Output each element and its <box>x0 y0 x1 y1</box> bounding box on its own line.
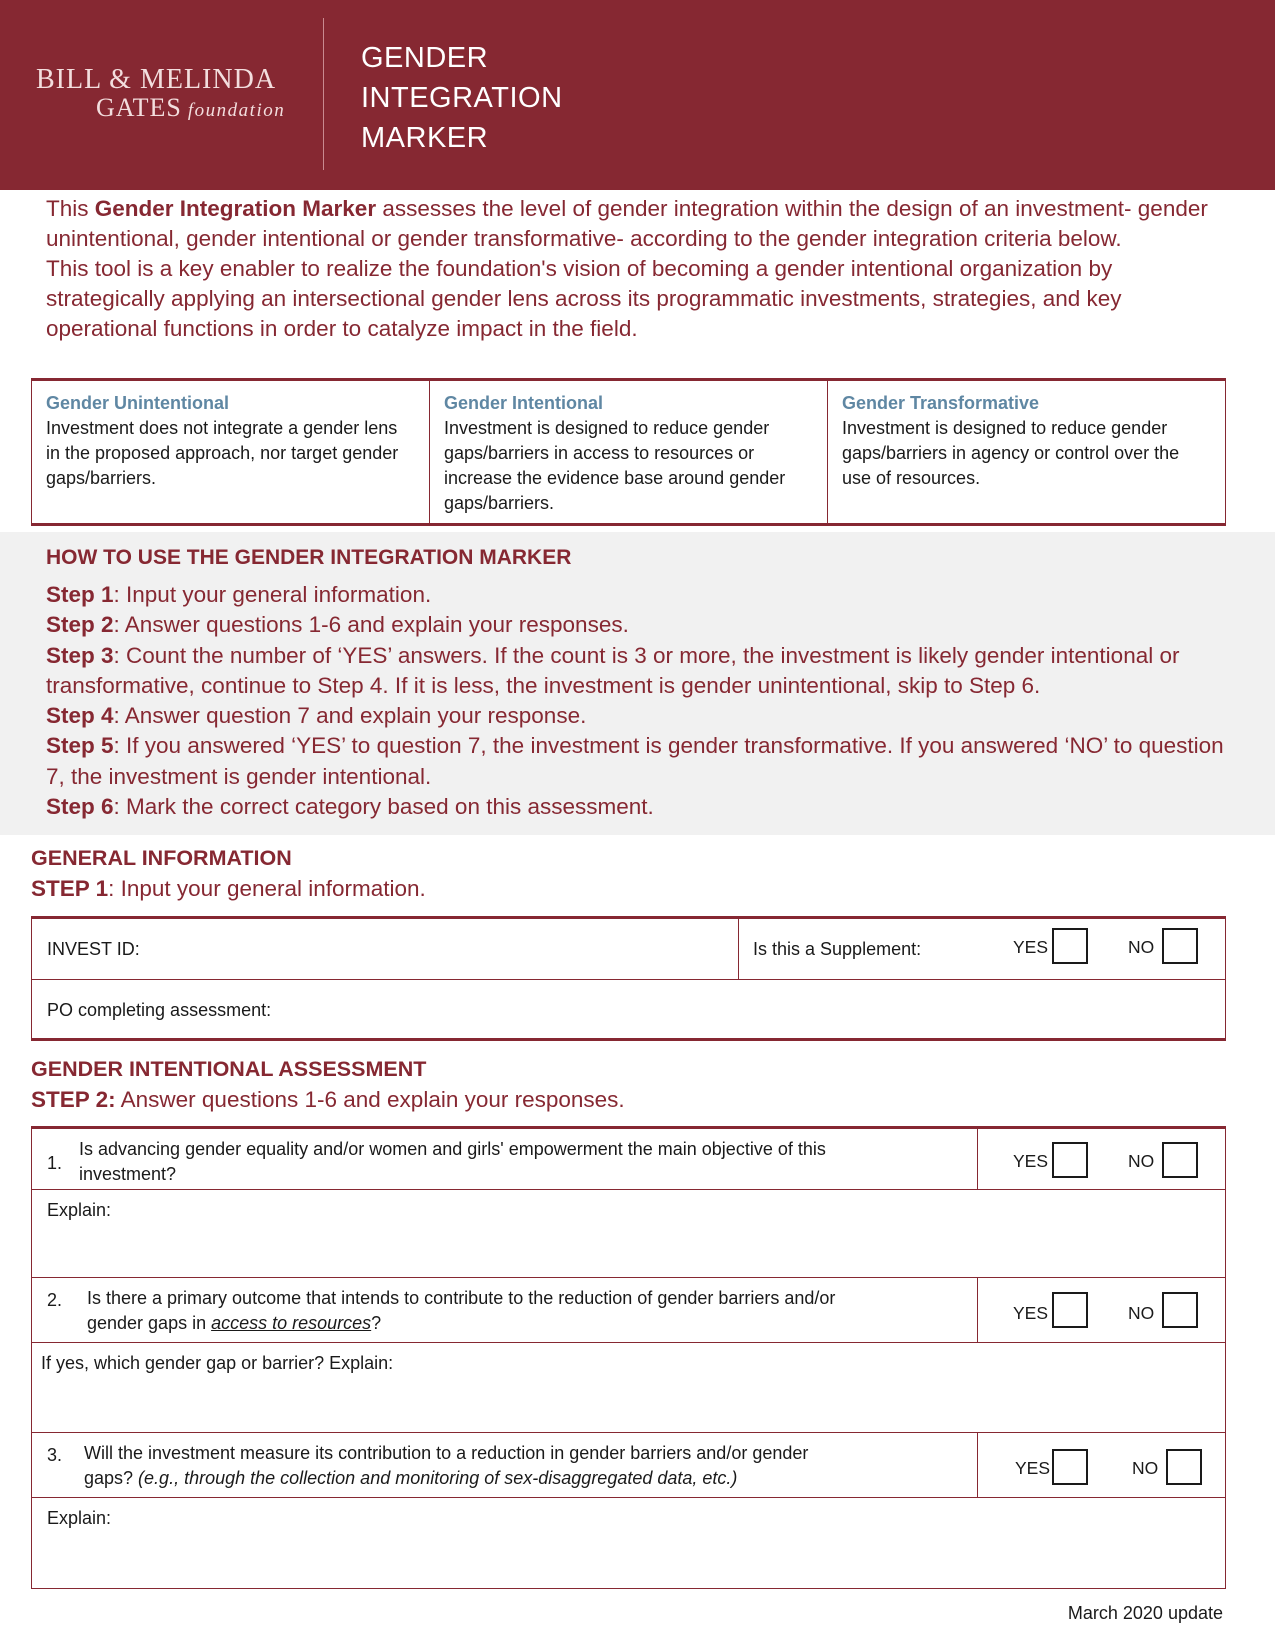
assessment-step: STEP 2: Answer questions 1-6 and explain your responses. <box>31 1087 625 1112</box>
how-to-section <box>0 532 1275 835</box>
q1-no-checkbox[interactable] <box>1162 1142 1198 1178</box>
explain-row-2[interactable] <box>32 1343 1225 1433</box>
general-info-row <box>32 919 1225 980</box>
question-2-text: Is there a primary outcome that intends to contribute to the reduction of gender barriers and/or gender gaps in access to resources? <box>87 1288 836 1333</box>
q2-no-checkbox[interactable] <box>1162 1292 1198 1328</box>
how-to-title: HOW TO USE THE GENDER INTEGRATION MARKER <box>46 546 572 569</box>
supplement-no-label: NO <box>1128 937 1155 957</box>
q3-yes-checkbox[interactable] <box>1052 1449 1088 1485</box>
question-row-2: 2. Is there a primary outcome that intends to contribute to the reduction of gender barriers and/or gender gaps in access to resources? YES NO <box>32 1278 1225 1343</box>
supplement-label: Is this a Supplement: <box>753 939 922 959</box>
step-5: Step 5: If you answered ‘YES’ to question 7, the investment is gender transformative. If you answered ‘NO’ to question 7, the investment is gender intentional. <box>46 733 1224 789</box>
intro-text <box>46 194 1231 344</box>
q1-explain-label: Explain: <box>47 1200 112 1220</box>
explain-row-1[interactable] <box>32 1190 1225 1278</box>
category-unintentional: Gender Unintentional Investment does not integrate a gender lens in the proposed approach, nor target gender gaps/barriers. <box>46 393 399 488</box>
header-divider <box>323 18 324 170</box>
intro-paragraph-2: This tool is a key enabler to realize the foundation's vision of becoming a gender intentional organization by strategically applying an intersectional gender lens across its programmatic investments, strategies, and key operational functions in order to catalyze impact in the field. <box>46 256 1122 341</box>
footer-date: March 2020 update <box>1067 1603 1223 1623</box>
step-6: Step 6: Mark the correct category based on this assessment. <box>46 794 654 820</box>
category-transformative: Gender Transformative Investment is designed to reduce gender gaps/barriers in agency or control over the use of resources. <box>827 381 1225 523</box>
access-to-resources-term: access to resources <box>211 1313 372 1333</box>
step-2: Step 2: Answer questions 1-6 and explain your responses. <box>46 612 629 638</box>
intro-paragraph-1: This Gender Integration Marker assesses the level of gender integration within the design of an investment- gender unintentional, gender intentional or gender transformative- according to the gender integration criteria below. <box>46 196 1208 251</box>
supplement-yes-checkbox[interactable] <box>1052 928 1088 964</box>
q3-no-checkbox[interactable] <box>1166 1449 1202 1485</box>
general-info-table <box>31 916 1226 1041</box>
q2-explain-label: If yes, which gender gap or barrier? Explain: <box>41 1353 394 1373</box>
explain-row-3[interactable] <box>32 1498 1225 1589</box>
q1-yes-checkbox[interactable] <box>1052 1142 1088 1178</box>
supplement-no-checkbox[interactable] <box>1162 928 1198 964</box>
foundation-logo: BILL & MELINDA GATES foundation <box>36 64 286 122</box>
page-title: GENDER INTEGRATION MARKER <box>361 42 563 154</box>
question-row-3: 3. Will the investment measure its contribution to a reduction in gender barriers and/or gender gaps? (e.g., through the collection and monitoring of sex-disaggregated data, etc.) YES NO <box>32 1433 1225 1498</box>
invest-id-field[interactable]: INVEST ID: <box>47 939 140 959</box>
po-completing-field[interactable]: PO completing assessment: <box>47 1000 272 1020</box>
general-info-step: STEP 1: Input your general information. <box>31 876 426 901</box>
q3-explain-label: Explain: <box>47 1508 112 1528</box>
question-3-text: Will the investment measure its contribution to a reduction in gender barriers and/or gender gaps? (e.g., through the collection and monitoring of sex-disaggregated data, etc.) <box>84 1443 809 1488</box>
step-3: Step 3: Count the number of ‘YES’ answers. If the count is 3 or more, the investment is likely gender intentional or transformative, continue to Step 4. If it is less, the investment is gender unintentional, skip to Step 6. <box>46 642 1180 698</box>
category-intentional: Gender Intentional Investment is designed to reduce gender gaps/barriers in access to resources or increase the evidence base around gender gaps/barriers. <box>429 381 827 523</box>
category-table <box>31 378 1226 526</box>
assessment-table <box>31 1126 1226 1589</box>
how-to-steps <box>46 580 1236 822</box>
header-banner <box>0 0 1275 190</box>
step-1: Step 1: Input your general information. <box>46 582 432 607</box>
general-info-title: GENERAL INFORMATION <box>31 846 292 870</box>
assessment-title: GENDER INTENTIONAL ASSESSMENT <box>31 1057 427 1081</box>
question-row-1: 1. Is advancing gender equality and/or women and girls' empowerment the main objective of this investment? YES NO <box>32 1129 1225 1190</box>
step-4: Step 4: Answer question 7 and explain your response. <box>46 703 587 729</box>
question-1-text: Is advancing gender equality and/or women and girls' empowerment the main objective of this investment? <box>79 1139 826 1184</box>
q2-yes-checkbox[interactable] <box>1052 1292 1088 1328</box>
supplement-yes-label: YES <box>1013 937 1049 957</box>
